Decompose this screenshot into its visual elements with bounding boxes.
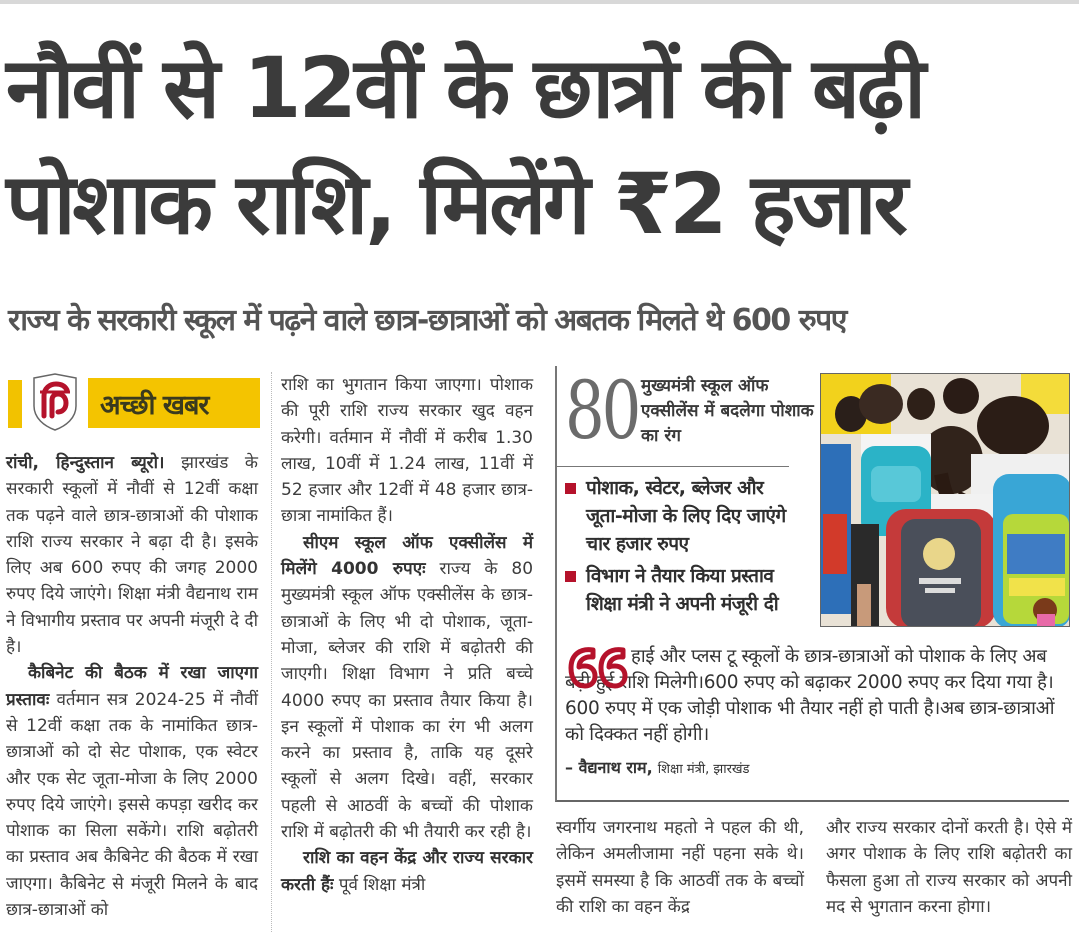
stat-number: 80 (565, 364, 639, 457)
paragraph: राज्य के 80 मुख्यमंत्री स्कूल ऑफ एक्सीलेंस के छात्र-छात्राओं के लिए भी दो पोशाक, जूता-मोजा, ब्लेजर की राशि में बढ़ोतरी की जाएगी। शिक्षा विभाग ने प्रति बच्चे 4000 रुपए का प्रस्ताव तैयार किया है। इन स्कूलों में पोशाक का रंग भी अलग करने का प्रस्ताव है, ताकि यह दूसरे स्कूलों से अलग दिखे। वहीं, सरकार पहली से आठवीं के बच्चों की पोशाक राशि में बढ़ोतरी की भी तैयारी कर रही है। (281, 559, 534, 843)
highlight-bullets (565, 474, 805, 622)
subhead-cm-school: सीएम स्कूल ऑफ एक्सीलेंस में मिलेंगे 4000 रुपएः (281, 532, 533, 580)
quote-attribution (565, 756, 1063, 778)
box-divider (557, 466, 789, 467)
quote-mark-icon (567, 644, 629, 690)
headline-line-1: नौवीं से 12वीं के छात्रों की बढ़ी (6, 39, 923, 137)
bullet-text: विभाग ने तैयार किया प्रस्ताव शिक्षा मंत्री ने अपनी मंजूरी दी (586, 565, 779, 615)
highlights-box (555, 366, 1069, 802)
bullet-text: पोशाक, स्वेटर, ब्लेजर और जूता-मोजा के लिए दिए जाएंगे चार हजार रुपए (586, 477, 786, 555)
quote-text: हाई और प्लस टू स्कूलों के छात्र-छात्राओं को पोशाक के लिए अब बढ़ी हुई राशि मिलेगी।600 रुपए को बढ़ाकर 2000 रुपए कर दिया गया है।600 रुपए में एक जोड़ी पोशाक भी तैयार नहीं हो पाती है।अब छात्र-छात्राओं को दिक्कत नहीं होगी। (565, 646, 1055, 745)
paragraph: पूर्व शिक्षा मंत्री (338, 874, 426, 895)
paragraph: और राज्य सरकार दोनों करती है। ऐसे में अगर पोशाक के लिए राशि बढ़ोतरी का फैसला हुआ तो राज्य सरकार को अपनी मद से भुगतान करना होगा। (826, 818, 1072, 917)
dateline: रांची, हिन्दुस्तान ब्यूरो। (6, 453, 165, 473)
minister-quote (565, 644, 1063, 778)
paragraph: झारखंड के सरकारी स्कूलों में नौवीं से 12वीं कक्षा तक पढ़ने वाले छात्र-छात्राओं की पोशाक राशि राज्य सरकार ने बढ़ा दी है। इसके लिए अब 600 रुपए की जगह 2000 रुपए दिये जाएंगे। शिक्षा मंत्री वैद्यनाथ राम ने विभागीय प्रस्ताव पर अपनी मंजूरी दे दी है। (6, 453, 258, 658)
paragraph: राशि का भुगतान किया जाएगा। पोशाक की पूरी राशि राज्य सरकार खुद वहन करेगी। वर्तमान में नौवीं में करीब 1.30 लाख, 10वीं में 1.24 लाख, 11वीं में 52 हजार और 12वीं में 48 हजार छात्र-छात्रा नामांकित हैं। (281, 375, 533, 527)
square-bullet-icon (565, 571, 576, 582)
banner-label: अच्छी खबर (100, 389, 209, 421)
top-border (0, 0, 1079, 4)
headline (6, 30, 1076, 262)
article-column-3 (556, 815, 804, 920)
stat-caption: मुख्यमंत्री स्कूल ऑफ एक्सीलेंस में बदलेगा पोशाक का रंग (641, 376, 814, 446)
article-column-1 (6, 450, 258, 923)
square-bullet-icon (565, 483, 576, 494)
bullet-item (565, 562, 805, 618)
paragraph: वर्तमान सत्र 2024-25 में नौवीं से 12वीं कक्षा तक के नामांकित छात्र-छात्राओं को दो सेट पोशाक, एक स्वेटर और एक सेट जूता-मोजा के लिए 2000 रुपए दिये जाएंगे। इससे कपड़ा खरीद कर पोशाक का सिला सकेंगे। राशि बढ़ोतरी का प्रस्ताव अब कैबिनेट की बैठक में रखा जाएगा। कैबिनेट से मंजूरी मिलने के बाद छात्र-छात्राओं को (6, 689, 259, 921)
paragraph: स्वर्गीय जगरनाथ महतो ने पहल की थी, लेकिन अमलीजामा नहीं पहना सके थे। इसमें समस्या है कि आठवीं तक के बच्चों की राशि का वहन केंद्र (556, 818, 804, 917)
headline-line-2: पोशाक राशि, मिलेंगे ₹2 हजार (6, 155, 905, 253)
column-divider (271, 372, 272, 932)
article-column-2 (281, 372, 533, 898)
subhead-cabinet: कैबिनेट की बैठक में रखा जाएगा प्रस्तावः (6, 663, 258, 710)
subhead-funding: राशि का वहन केंद्र और राज्य सरकार करती हैंः (281, 848, 533, 895)
good-news-banner (8, 372, 258, 432)
quote-author-title: शिक्षा मंत्री, झारखंड (657, 762, 750, 777)
article-column-4 (826, 815, 1072, 920)
subheadline: राज्य के सरकारी स्कूल में पढ़ने वाले छात्र-छात्राओं को अबतक मिलते थे 600 रुपए (8, 303, 846, 338)
students-photo (820, 373, 1070, 627)
banner-label-box (88, 378, 260, 428)
hindustan-shield-logo-icon (30, 372, 80, 432)
banner-stripe (8, 380, 22, 428)
quote-author: – वैद्यनाथ राम, (565, 758, 653, 777)
bullet-item (565, 474, 805, 558)
